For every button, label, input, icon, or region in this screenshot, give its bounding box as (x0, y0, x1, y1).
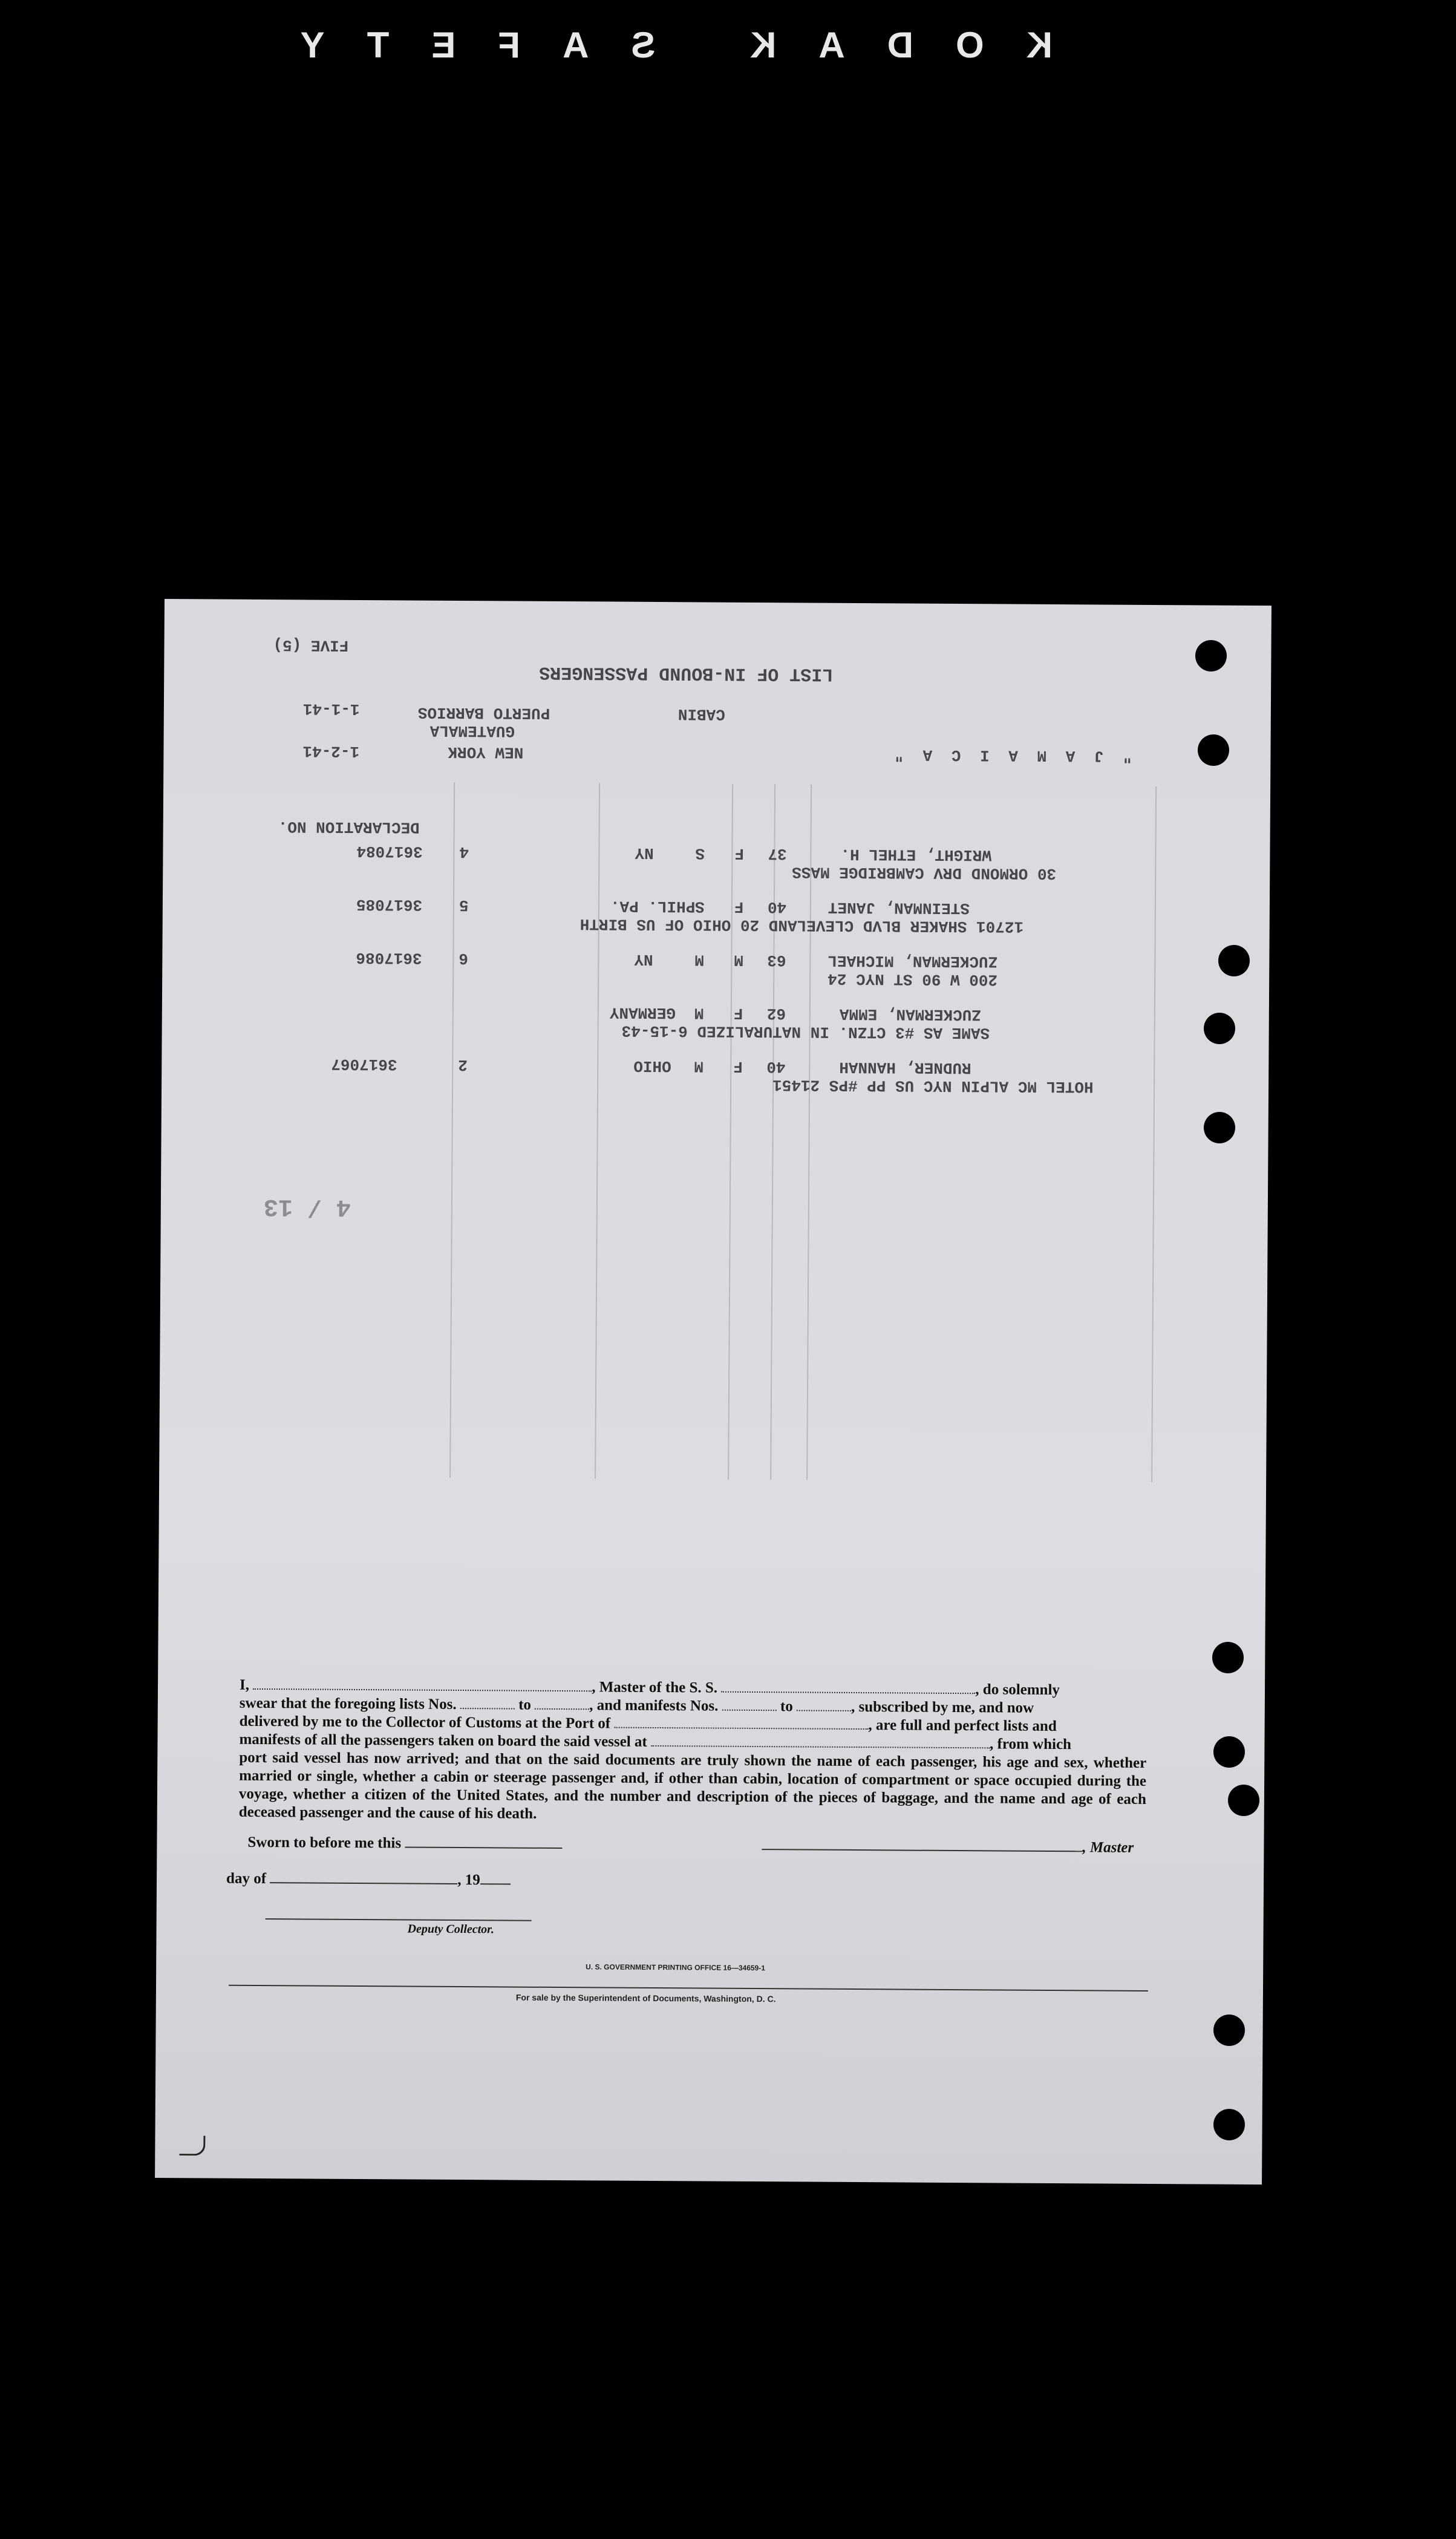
mirrored-passenger-address: 200 W 90 ST NYC 24 (828, 969, 998, 989)
mirrored-passenger-sex: F (734, 897, 744, 916)
list-to-blank (535, 1696, 589, 1710)
oath-text: to (780, 1698, 793, 1715)
manifest-to-blank (797, 1698, 851, 1711)
master-signature-line (762, 1837, 1134, 1857)
punch-hole (1228, 1785, 1259, 1816)
punch-hole (1204, 1112, 1235, 1143)
day-blank (270, 1870, 457, 1884)
pencil-mark (179, 2135, 205, 2155)
master-signature-blank (762, 1837, 1082, 1852)
mirrored-date-2: 1-2-41 (302, 742, 360, 760)
mirrored-stamp: 4 / 13 (263, 1192, 351, 1220)
mirrored-passenger-name: STEINMAN, JANET (828, 898, 970, 918)
mirrored-passenger-citizen: GERMANY (609, 1003, 676, 1022)
mirrored-passenger-name: WRIGHT, ETHEL H. (840, 845, 992, 864)
oath-text: , Master of the S. S. (592, 1679, 718, 1696)
day-of-label: day of (226, 1870, 267, 1887)
mirrored-passenger-address: SAME AS #3 CTZN. IN NATURALIZED 6-15-43 (621, 1021, 990, 1042)
oath-body: port said vessel has now arrived; and that on the said documents are truly shown the name of each passenger, his age and sex, whether married or single, whether a cabin or steerage passenger and, if other than cabin, location of compartment or space occupied during the voyage, whether a citizen of the United States, and the number and description of the pieces of baggage, and the name and age of each deceased passenger and the cause of his death. (238, 1749, 1147, 1822)
mirrored-passenger-number: 3617086 (356, 948, 422, 967)
mirrored-from-port: PUERTO BARRIOS (417, 703, 550, 722)
mirrored-column-label: DECLARATION NO. (278, 817, 420, 837)
master-oath (239, 1676, 1147, 1827)
mirrored-from-port-2: GUATEMALA (429, 721, 515, 740)
mirrored-passenger-name: RUDNER, HANNAH (839, 1057, 971, 1077)
column-rule (770, 784, 775, 1480)
mirrored-date-1: 1-1-41 (302, 699, 360, 718)
punch-hole (1212, 1642, 1244, 1673)
mirrored-passenger-status: S (695, 844, 705, 863)
printing-office-line: U. S. GOVERNMENT PRINTING OFFICE 16—34659-1 (586, 1962, 765, 1973)
master-label: , Master (1082, 1839, 1134, 1856)
punch-hole (1213, 2015, 1245, 2046)
mirrored-passenger-citizen: NY (634, 950, 653, 969)
mirrored-passenger-number: 3617085 (356, 895, 423, 914)
port-blank (614, 1715, 868, 1730)
mirrored-passenger-sex: M (734, 950, 744, 969)
column-rule (1151, 786, 1157, 1482)
mirrored-passenger-line: 4 (459, 842, 469, 861)
year-blank (480, 1871, 511, 1884)
mirrored-passenger-age: 63 (767, 951, 786, 970)
for-sale-line: For sale by the Superintendent of Documents, Washington, D. C. (515, 1992, 776, 2004)
mirrored-passenger-name: ZUCKERMAN, MICHAEL (828, 951, 998, 971)
mirrored-passenger-name: ZUCKERMAN, EMMA (839, 1004, 981, 1024)
mirrored-passenger-sex: F (733, 1004, 743, 1022)
mirrored-vessel: " J A M A I C A " (889, 745, 1132, 765)
mirrored-passenger-citizen: NY (635, 843, 654, 862)
punch-hole (1213, 2109, 1245, 2140)
mirrored-to-port: NEW YORK (448, 742, 524, 762)
master-name-blank (253, 1676, 592, 1691)
oath-text: , from which (989, 1736, 1072, 1753)
punch-hole (1204, 1013, 1235, 1044)
oath-text: , subscribed by me, and now (850, 1698, 1034, 1716)
column-rule (595, 783, 600, 1479)
mirrored-passenger-status: S (694, 897, 705, 916)
mirrored-passenger-citizen: OHIO (633, 1056, 671, 1076)
deputy-signature-rule (266, 1918, 532, 1921)
mirrored-passenger-line: 5 (459, 895, 469, 915)
oath-text: delivered by me to the Collector of Customs at the Port of (239, 1713, 611, 1732)
deputy-label: Deputy Collector. (407, 1922, 494, 1936)
sworn-date-blank (405, 1834, 562, 1849)
column-rule (449, 782, 455, 1478)
departure-port-blank (651, 1733, 990, 1748)
mirrored-passenger-age: 37 (768, 845, 787, 863)
mirrored-header-center: LIST OF IN-BOUND PASSENGERS (539, 661, 834, 684)
mirrored-passenger-age: 40 (767, 898, 787, 917)
mirrored-passenger-age: 62 (766, 1004, 786, 1023)
mirrored-passenger-citizen: PHIL. PA. (610, 897, 696, 916)
mirrored-passenger-status: M (694, 1057, 704, 1076)
mirrored-passenger-status: M (694, 1004, 704, 1022)
mirrored-passenger-address: HOTEL MC ALPIN NYC US PP #PS 21451 (772, 1076, 1094, 1096)
day-line (226, 1870, 511, 1889)
mirrored-passenger-number: 3617084 (356, 841, 423, 861)
mirrored-passenger-number: 3617067 (331, 1054, 397, 1074)
oath-text: to (518, 1696, 532, 1713)
punch-hole (1195, 640, 1227, 672)
mirrored-passenger-line: 6 (459, 949, 469, 968)
mirrored-class: CABIN (677, 705, 725, 724)
column-rule (728, 784, 733, 1480)
mirrored-passenger-address: 30 ORMOND DRV CAMBRIDGE MASS (792, 863, 1057, 883)
film-edge-text: KODAK SAFETY (258, 25, 1053, 65)
mirrored-passenger-line: 2 (458, 1055, 468, 1074)
punch-hole (1198, 734, 1229, 766)
mirrored-passenger-age: 40 (766, 1057, 786, 1076)
oath-text: I, (239, 1676, 250, 1693)
punch-hole (1218, 945, 1250, 976)
list-from-blank (460, 1696, 515, 1710)
punch-hole (1213, 1736, 1245, 1768)
oath-text: , are full and perfect lists and (868, 1717, 1057, 1735)
mirrored-passenger-address: 12701 SHAKER BLVD CLEVELAND 20 OHIO OF US BIRTH (579, 915, 1024, 936)
column-rule (806, 785, 812, 1480)
sworn-line (247, 1834, 562, 1853)
mirrored-passenger-sex: F (733, 1057, 743, 1076)
manifest-from-blank (722, 1698, 777, 1711)
oath-text: , do solemnly (975, 1681, 1060, 1699)
manifest-page (155, 599, 1272, 2184)
year-label: , 19 (457, 1871, 480, 1889)
mirrored-passenger-sex: F (734, 844, 745, 863)
oath-text: manifests of all the passengers taken on board the said vessel at (239, 1731, 647, 1750)
oath-text: swear that the foregoing lists Nos. (239, 1694, 457, 1713)
sworn-label: Sworn to before me this (247, 1834, 402, 1852)
oath-text: , and manifests Nos. (589, 1697, 719, 1714)
footer-rule (229, 1985, 1148, 1992)
vessel-name-blank (721, 1679, 975, 1694)
mirrored-header-left: FIVE (5) (273, 636, 349, 655)
mirrored-passenger-status: M (694, 950, 705, 969)
